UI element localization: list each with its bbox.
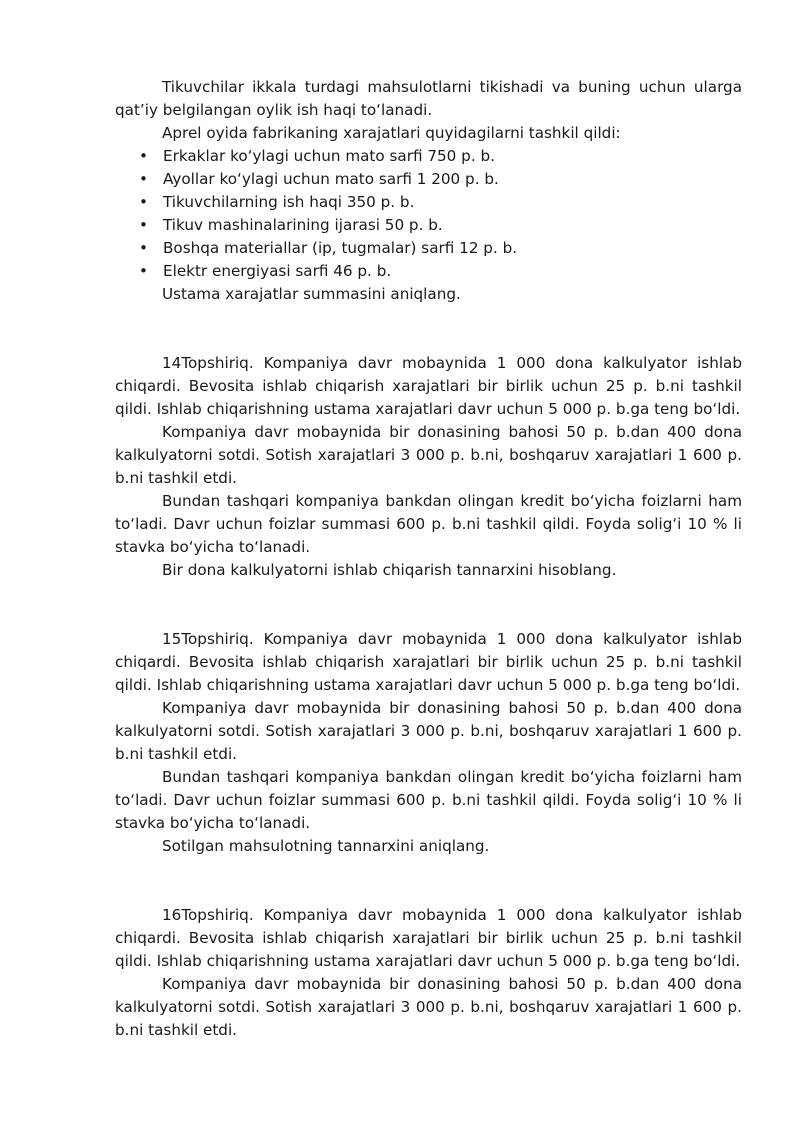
list-item: [115, 260, 742, 283]
task-paragraph: Bundan tashqari kompaniya bankdan olingan kredit bo‘yicha foizlarni ham to‘ladi. Davr uchun foizlar summasi 600 p. b.ni tashkil qildi. Foyda solig‘i 10 % li stavka bo‘yicha to‘lanadi.: [115, 492, 742, 556]
list-item: [115, 191, 742, 214]
document-body: [115, 76, 742, 1042]
question-paragraph: Ustama xarajatlar summasini aniqlang.: [162, 285, 461, 303]
bullet-icon: •: [139, 170, 148, 188]
task-paragraph: 15Topshiriq. Kompaniya davr mobaynida 1 000 dona kalkulyator ishlab chiqardi. Bevosita ishlab chiqarish xarajatlari bir birlik uchun 25 p. b.ni tashkil qildi. Ishlab chiqarishning ustama xarajatlari davr uchun 5 000 p. b.ga teng bo‘ldi.: [115, 630, 742, 694]
expenses-heading-paragraph: Aprel oyida fabrikaning xarajatlari quyidagilarni tashkil qildi:: [162, 124, 621, 142]
list-item: [115, 237, 742, 260]
list-item-text: Tikuv mashinalarining ijarasi 50 p. b.: [163, 216, 443, 234]
task-paragraph: Kompaniya davr mobaynida bir donasining bahosi 50 p. b.dan 400 dona kalkulyatorni sotdi. Sotish xarajatlari 3 000 p. b.ni, boshqaruv xarajatlari 1 600 p. b.ni tashkil etdi.: [115, 423, 742, 487]
list-item: [115, 168, 742, 191]
list-item: [115, 214, 742, 237]
list-item-text: Elektr energiyasi sarfi 46 p. b.: [163, 262, 392, 280]
section-spacer: [115, 582, 742, 628]
section-spacer: [115, 858, 742, 904]
task-paragraph: 14Topshiriq. Kompaniya davr mobaynida 1 000 dona kalkulyator ishlab chiqardi. Bevosita ishlab chiqarish xarajatlari bir birlik uchun 25 p. b.ni tashkil qildi. Ishlab chiqarishning ustama xarajatlari davr uchun 5 000 p. b.ga teng bo‘ldi.: [115, 354, 742, 418]
list-item-text: Boshqa materiallar (ip, tugmalar) sarfi 12 p. b.: [163, 239, 518, 257]
list-item-text: Tikuvchilarning ish haqi 350 p. b.: [163, 193, 415, 211]
bullet-icon: •: [139, 147, 148, 165]
list-item-text: Erkaklar ko‘ylagi uchun mato sarfi 750 p. b.: [163, 147, 495, 165]
question-paragraph: Sotilgan mahsulotning tannarxini aniqlang.: [162, 837, 490, 855]
bullet-icon: •: [139, 262, 148, 280]
task-15-section: [115, 628, 742, 858]
bullet-icon: •: [139, 216, 148, 234]
section-spacer: [115, 306, 742, 352]
task-paragraph: Kompaniya davr mobaynida bir donasining bahosi 50 p. b.dan 400 dona kalkulyatorni sotdi. Sotish xarajatlari 3 000 p. b.ni, boshqaruv xarajatlari 1 600 p. b.ni tashkil etdi.: [115, 975, 742, 1039]
list-item-text: Ayollar ko‘ylagi uchun mato sarfi 1 200 p. b.: [163, 170, 499, 188]
bullet-icon: •: [139, 193, 148, 211]
list-item: [115, 145, 742, 168]
task-14-section: [115, 352, 742, 582]
expenses-list: [115, 145, 742, 283]
task-16-section: [115, 904, 742, 1042]
question-paragraph: Bir dona kalkulyatorni ishlab chiqarish tannarxini hisoblang.: [162, 561, 617, 579]
task-paragraph: Kompaniya davr mobaynida bir donasining bahosi 50 p. b.dan 400 dona kalkulyatorni sotdi. Sotish xarajatlari 3 000 p. b.ni, boshqaruv xarajatlari 1 600 p. b.ni tashkil etdi.: [115, 699, 742, 763]
task-paragraph: Bundan tashqari kompaniya bankdan olingan kredit bo‘yicha foizlarni ham to‘ladi. Davr uchun foizlar summasi 600 p. b.ni tashkil qildi. Foyda solig‘i 10 % li stavka bo‘yicha to‘lanadi.: [115, 768, 742, 832]
intro-paragraph: Tikuvchilar ikkala turdagi mahsulotlarni tikishadi va buning uchun ularga qat’iy belgilangan oylik ish haqi to‘lanadi.: [115, 78, 742, 119]
bullet-icon: •: [139, 239, 148, 257]
task-paragraph: 16Topshiriq. Kompaniya davr mobaynida 1 000 dona kalkulyator ishlab chiqardi. Bevosita ishlab chiqarish xarajatlari bir birlik uchun 25 p. b.ni tashkil qildi. Ishlab chiqarishning ustama xarajatlari davr uchun 5 000 p. b.ga teng bo‘ldi.: [115, 906, 742, 970]
intro-section: [115, 76, 742, 306]
